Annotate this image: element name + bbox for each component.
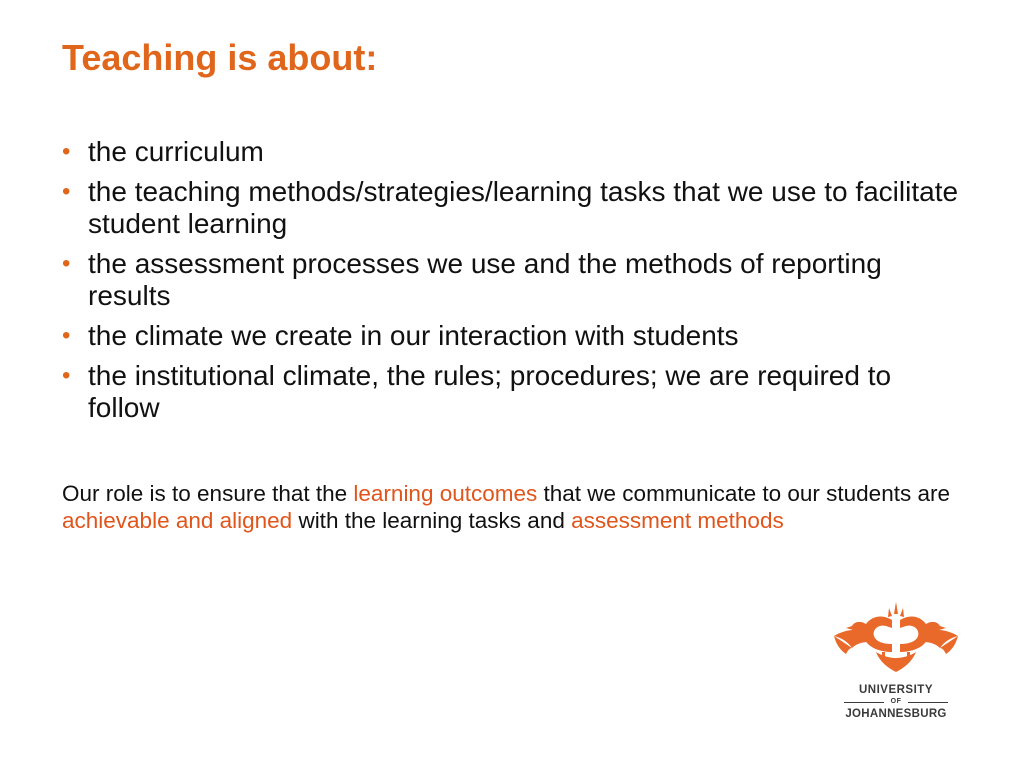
bullet-icon: •: [62, 250, 71, 277]
highlight-learning-outcomes: learning outcomes: [353, 481, 538, 506]
bullet-icon: •: [62, 178, 71, 205]
logo-text-of: OF: [890, 698, 902, 705]
bullet-list: [62, 136, 962, 432]
list-item: [62, 248, 962, 312]
bullet-text: the climate we create in our interaction with students: [88, 320, 739, 351]
bullet-text: the assessment processes we use and the methods of reporting results: [88, 248, 882, 311]
bullet-text: the curriculum: [88, 136, 264, 167]
list-item: [62, 360, 962, 424]
list-item: [62, 176, 962, 240]
bullet-icon: •: [62, 138, 71, 165]
bullet-text: the teaching methods/strategies/learning tasks that we use to facilitate student learning: [88, 176, 959, 239]
bullet-icon: •: [62, 322, 71, 349]
role-paragraph: [62, 480, 962, 534]
logo-text-johannesburg: JOHANNESBURG: [845, 708, 947, 720]
list-item: [62, 320, 962, 352]
university-crest-birds-icon: [826, 598, 966, 682]
slide-title: Teaching is about:: [62, 37, 378, 78]
bullet-text: the institutional climate, the rules; procedures; we are required to follow: [88, 360, 892, 423]
logo-rule-right: [908, 702, 948, 703]
role-text-part: with the learning tasks and: [292, 508, 572, 533]
logo-text-university: UNIVERSITY: [858, 684, 933, 696]
bullet-icon: •: [62, 362, 71, 389]
role-text-part: that we communicate to our students are: [537, 481, 950, 506]
highlight-assessment-methods: assessment methods: [571, 508, 784, 533]
list-item: [62, 136, 962, 168]
role-text-part: Our role is to ensure that the: [62, 481, 354, 506]
highlight-achievable-aligned: achievable and aligned: [62, 508, 293, 533]
university-logo: [826, 598, 966, 728]
